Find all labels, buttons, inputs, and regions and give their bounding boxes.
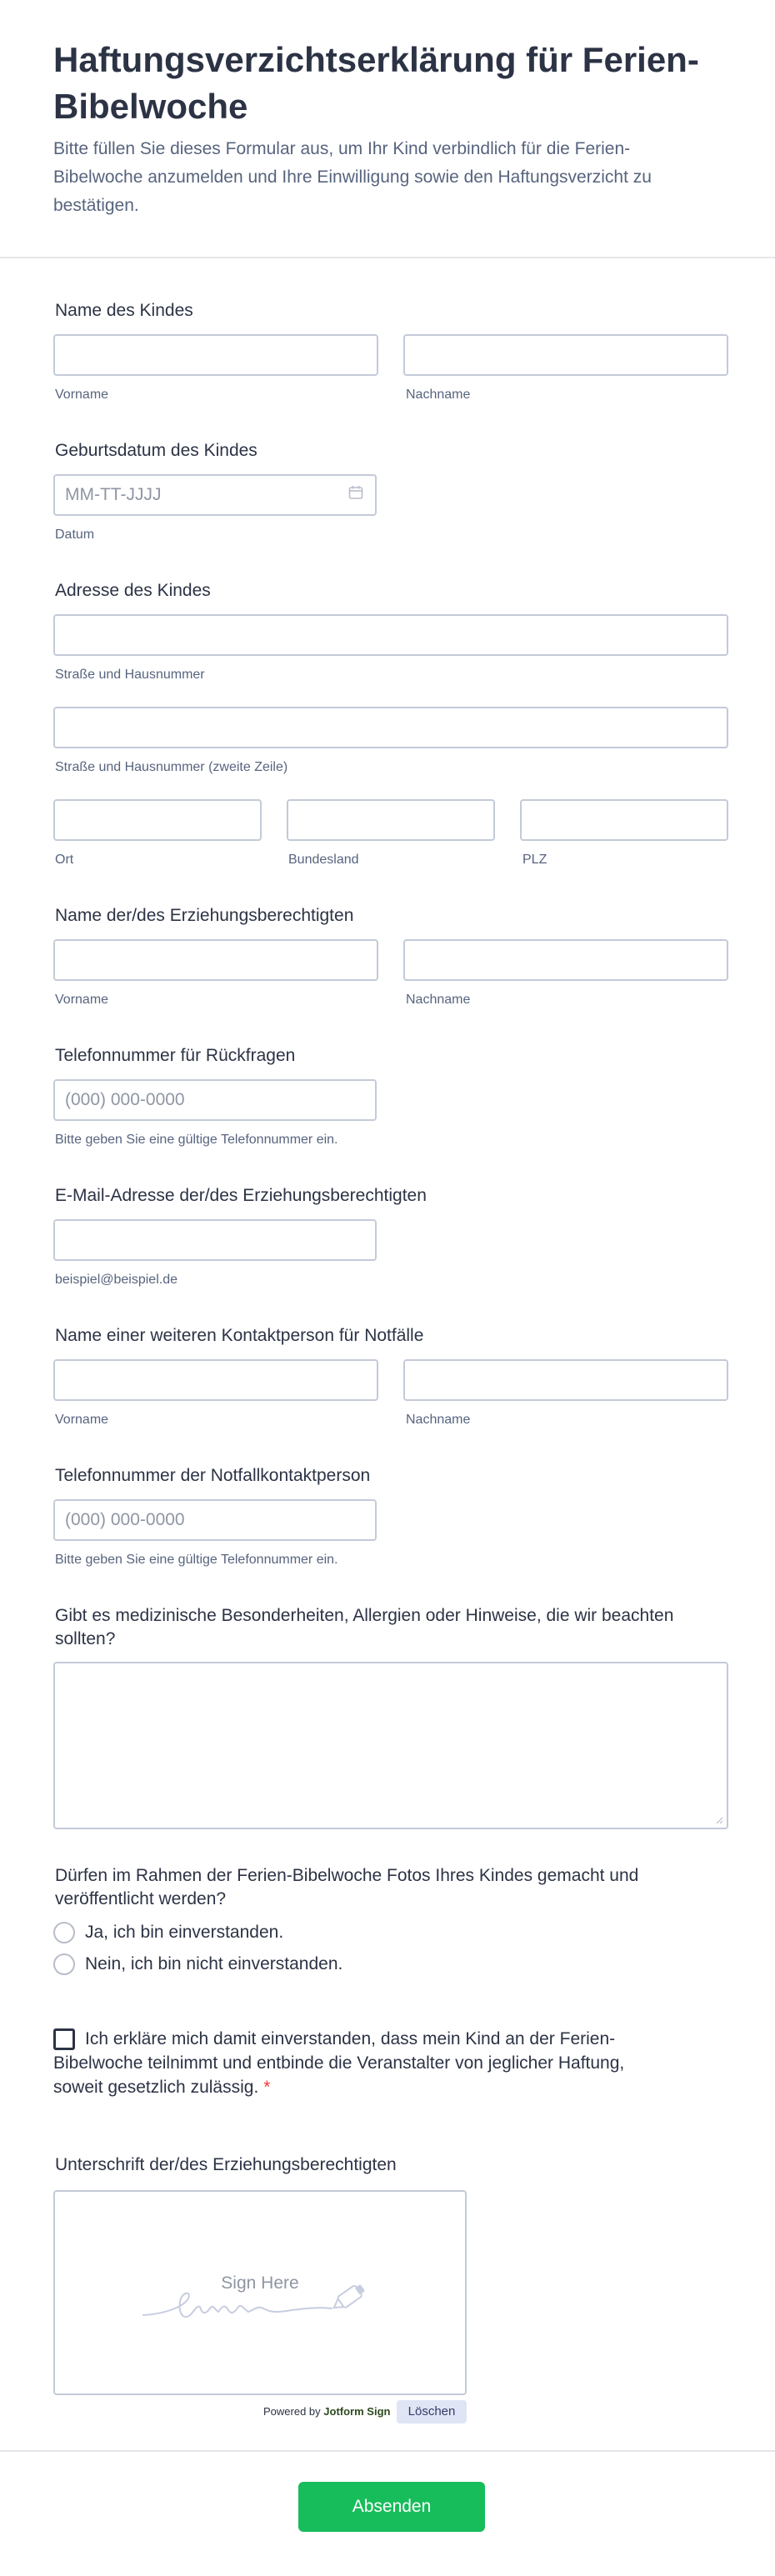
address-line1-sub: Straße und Hausnummer <box>55 668 205 682</box>
signature-pad[interactable] <box>53 2190 467 2395</box>
footer-divider <box>0 2450 775 2452</box>
guardian-first-name-sub: Vorname <box>55 993 109 1007</box>
child-last-name-sub: Nachname <box>406 388 471 402</box>
phone-sub: Bitte geben Sie eine gültige Telefonnummer ein. <box>55 1133 338 1147</box>
address-line1-input[interactable] <box>53 614 728 656</box>
emergency-first-name-sub: Vorname <box>55 1413 109 1427</box>
photos-no-label[interactable]: Nein, ich bin nicht einverstanden. <box>85 1954 343 1973</box>
submit-button[interactable]: Absenden <box>298 2482 485 2532</box>
guardian-first-name-input[interactable] <box>53 939 378 981</box>
required-mark: * <box>263 2078 271 2097</box>
emergency-last-name-sub: Nachname <box>406 1413 471 1427</box>
phone-placeholder: (000) 000-0000 <box>65 1090 185 1109</box>
consent-text[interactable] <box>53 2027 653 2099</box>
address-line2-input[interactable] <box>53 707 728 748</box>
signature-placeholder: Sign Here <box>221 2273 299 2293</box>
zip-sub: PLZ <box>522 853 548 867</box>
address-line2-sub: Straße und Hausnummer (zweite Zeile) <box>55 760 288 774</box>
child-last-name-input[interactable] <box>403 334 728 376</box>
guardian-name-label: Name der/des Erziehungsberechtigten <box>55 906 354 925</box>
calendar-icon[interactable] <box>348 485 363 500</box>
emergency-phone-placeholder: (000) 000-0000 <box>65 1510 185 1529</box>
medical-textarea[interactable] <box>53 1662 728 1829</box>
photos-no-radio[interactable] <box>53 1953 75 1975</box>
child-first-name-input[interactable] <box>53 334 378 376</box>
medical-label: Gibt es medizinische Besonderheiten, Allergien oder Hinweise, die wir beachten sollten? <box>55 1606 674 1648</box>
clear-signature-button[interactable]: Löschen <box>397 2400 467 2423</box>
powered-by <box>263 2405 390 2418</box>
emergency-phone-sub: Bitte geben Sie eine gültige Telefonnummer ein. <box>55 1553 338 1567</box>
photos-yes-label[interactable]: Ja, ich bin einverstanden. <box>85 1923 284 1942</box>
address-label: Adresse des Kindes <box>55 581 211 600</box>
emergency-last-name-input[interactable] <box>403 1359 728 1401</box>
form-title: Haftungsverzichtserklärung für Ferien-Bibelwoche <box>53 40 699 126</box>
email-input[interactable] <box>53 1219 377 1261</box>
email-sub: beispiel@beispiel.de <box>55 1273 178 1287</box>
emergency-phone-label: Telefonnummer der Notfallkontaktperson <box>55 1466 371 1485</box>
guardian-last-name-sub: Nachname <box>406 993 471 1007</box>
signature-label: Unterschrift der/des Erziehungsberechtigten <box>55 2155 397 2174</box>
photos-yes-radio[interactable] <box>53 1922 75 1943</box>
birthdate-sub: Datum <box>55 528 95 542</box>
birthdate-placeholder: MM-TT-JJJJ <box>65 485 162 504</box>
state-input[interactable] <box>287 799 495 841</box>
emergency-name-label: Name einer weiteren Kontaktperson für Notfälle <box>55 1326 424 1345</box>
guardian-last-name-input[interactable] <box>403 939 728 981</box>
city-input[interactable] <box>53 799 262 841</box>
child-first-name-sub: Vorname <box>55 388 109 402</box>
powered-prefix: Powered by <box>263 2405 321 2418</box>
phone-label: Telefonnummer für Rückfragen <box>55 1046 296 1065</box>
birthdate-input[interactable] <box>53 474 377 516</box>
email-label: E-Mail-Adresse der/des Erziehungsberechtigten <box>55 1186 427 1205</box>
form-description: Bitte füllen Sie dieses Formular aus, um Ihr Kind verbindlich für die Ferien-Bibelwoche anzumelden und Ihre Einwilligung sowie den Haftungsverzicht zu bestätigen. <box>53 139 652 215</box>
child-name-label: Name des Kindes <box>55 301 193 320</box>
zip-input[interactable] <box>520 799 728 841</box>
birthdate-label: Geburtsdatum des Kindes <box>55 441 258 460</box>
photos-label: Dürfen im Rahmen der Ferien-Bibelwoche Fotos Ihres Kindes gemacht und veröffentlicht werden? <box>55 1866 639 1908</box>
state-sub: Bundesland <box>288 853 359 867</box>
consent-label[interactable]: Ich erkläre mich damit einverstanden, dass mein Kind an der Ferien-Bibelwoche teilnimmt und entbinde die Veranstalter von jeglicher Haftung, soweit gesetzlich zulässig. <box>53 2029 625 2097</box>
form-header <box>0 0 775 258</box>
signature-scribble-icon <box>142 2273 383 2332</box>
city-sub: Ort <box>55 853 74 867</box>
powered-brand: Jotform Sign <box>323 2405 391 2418</box>
emergency-phone-input[interactable] <box>53 1499 377 1541</box>
phone-input[interactable] <box>53 1079 377 1121</box>
emergency-first-name-input[interactable] <box>53 1359 378 1401</box>
resize-handle-icon[interactable] <box>715 1816 723 1824</box>
